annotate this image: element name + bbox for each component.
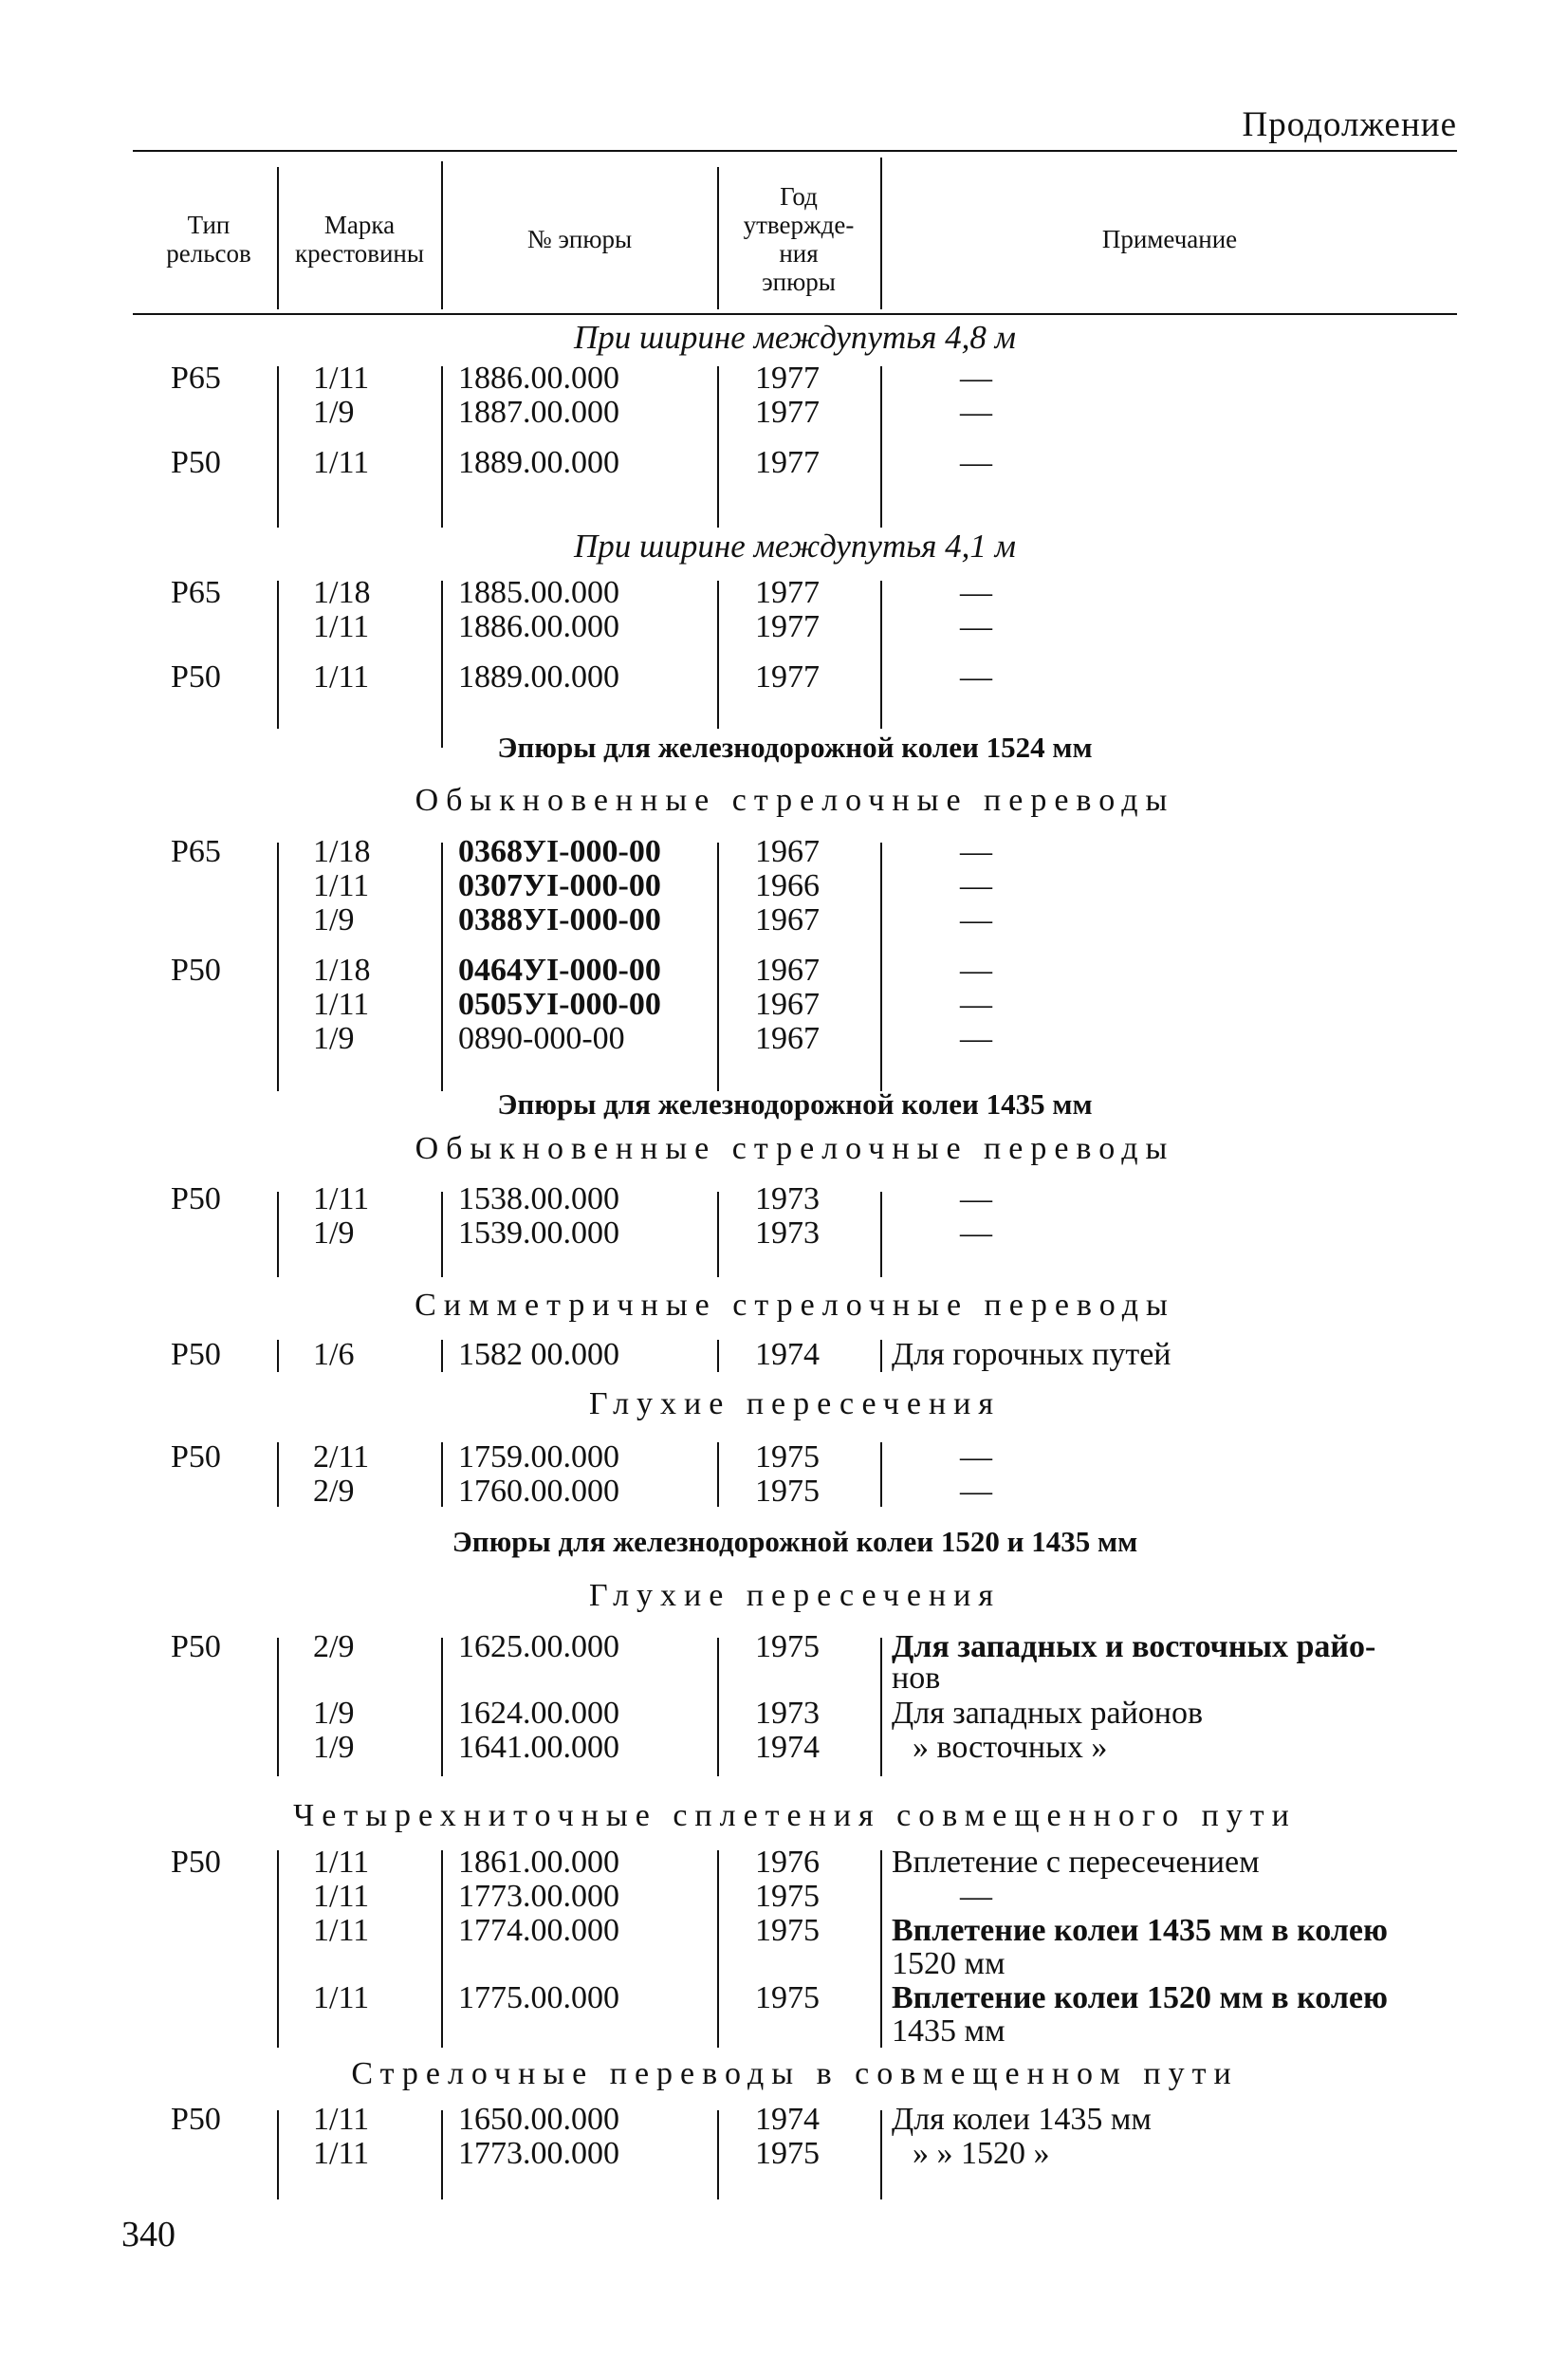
page-number: 340	[121, 2215, 175, 2254]
header-approval-year: Год утвержде- ния эпюры	[743, 182, 855, 296]
section-heading: Четырехниточные сплетения совмещенного пути	[293, 1798, 1297, 1833]
header-rail-type: Тип рельсов	[166, 211, 251, 268]
header-epure-number: № эпюры	[526, 225, 633, 253]
table-row: Р50 1/18 0464УI-000-00 1967 —	[171, 953, 992, 988]
table-row: 1/11 1774.00.000 1975 Вплетение колеи 1435 мм в колею	[313, 1913, 1388, 1948]
table-row: Р50 1/11 1538.00.000 1973 —	[171, 1181, 992, 1216]
header-note: Примечание	[1101, 225, 1238, 253]
table-row: Р50 1/11 1861.00.000 1976 Вплетение с пересечением	[171, 1845, 1260, 1880]
table-row: 2/9 1760.00.000 1975 —	[313, 1474, 992, 1509]
table-row: 1/9 1887.00.000 1977 —	[313, 395, 992, 430]
section-heading: Обыкновенные стрелочные переводы	[415, 1131, 1175, 1166]
header-frog-mark: Марка крестовины	[295, 211, 424, 268]
section-heading: Обыкновенные стрелочные переводы	[415, 783, 1175, 818]
table-row: 1/11 1775.00.000 1975 Вплетение колеи 1520 мм в колею	[313, 1980, 1388, 2015]
section-heading: Эпюры для железнодорожной колеи 1524 мм	[497, 731, 1093, 764]
table-row: Р65 1/11 1886.00.000 1977 —	[171, 361, 992, 396]
table-row: 1/9 0388УI-000-00 1967 —	[313, 902, 992, 937]
table-row: 1/11 0505УI-000-00 1967 —	[313, 987, 992, 1022]
table-row-continuation: нов	[892, 1661, 941, 1696]
table-row: 1/9 1624.00.000 1973 Для западных районов	[313, 1696, 1204, 1731]
section-heading: Глухие пересечения	[588, 1386, 1002, 1421]
table-row: 1/9 1539.00.000 1973 —	[313, 1215, 992, 1251]
table-row: 1/9 0890-000-00 1967 —	[313, 1021, 992, 1056]
table-row: Р50 1/6 1582 00.000 1974 Для горочных путей	[171, 1337, 1171, 1372]
table-row-continuation: 1520 мм	[892, 1946, 1005, 1981]
table-row: Р65 1/18 0368УI-000-00 1967 —	[171, 834, 992, 869]
section-heading: Глухие пересечения	[588, 1578, 1002, 1613]
table-row: 1/9 1641.00.000 1974 » восточных »	[313, 1730, 1108, 1765]
table-row: Р50 2/11 1759.00.000 1975 —	[171, 1439, 992, 1475]
table-row: 1/11 1886.00.000 1977 —	[313, 609, 992, 644]
header-top-rule	[133, 150, 1457, 152]
section-heading: Эпюры для железнодорожной колеи 1520 и 1435 мм	[452, 1525, 1138, 1558]
section-heading: При ширине междупутья 4,8 м	[573, 319, 1017, 356]
section-heading: Симметричные стрелочные переводы	[415, 1288, 1175, 1323]
table-row: Р65 1/18 1885.00.000 1977 —	[171, 575, 992, 610]
table-row: Р50 1/11 1650.00.000 1974 Для колеи 1435 мм	[171, 2102, 1152, 2137]
section-heading: Стрелочные переводы в совмещенном пути	[351, 2056, 1239, 2091]
table-row-continuation: 1435 мм	[892, 2013, 1005, 2049]
table-row: 1/11 1773.00.000 1975 » » 1520 »	[313, 2136, 1050, 2171]
section-heading: При ширине междупутья 4,1 м	[573, 528, 1017, 565]
table-row: 1/11 1773.00.000 1975 —	[313, 1879, 992, 1914]
header-bottom-rule	[133, 313, 1457, 315]
table-row: Р50 1/11 1889.00.000 1977 —	[171, 445, 992, 480]
table-row: 1/11 0307УI-000-00 1966 —	[313, 868, 992, 903]
table-row: Р50 1/11 1889.00.000 1977 —	[171, 659, 992, 695]
table-row: Р50 2/9 1625.00.000 1975 Для западных и восточных райо-	[171, 1629, 1376, 1664]
section-heading: Эпюры для железнодорожной колеи 1435 мм	[497, 1087, 1093, 1121]
continuation-label: Продолжение	[1242, 105, 1457, 144]
